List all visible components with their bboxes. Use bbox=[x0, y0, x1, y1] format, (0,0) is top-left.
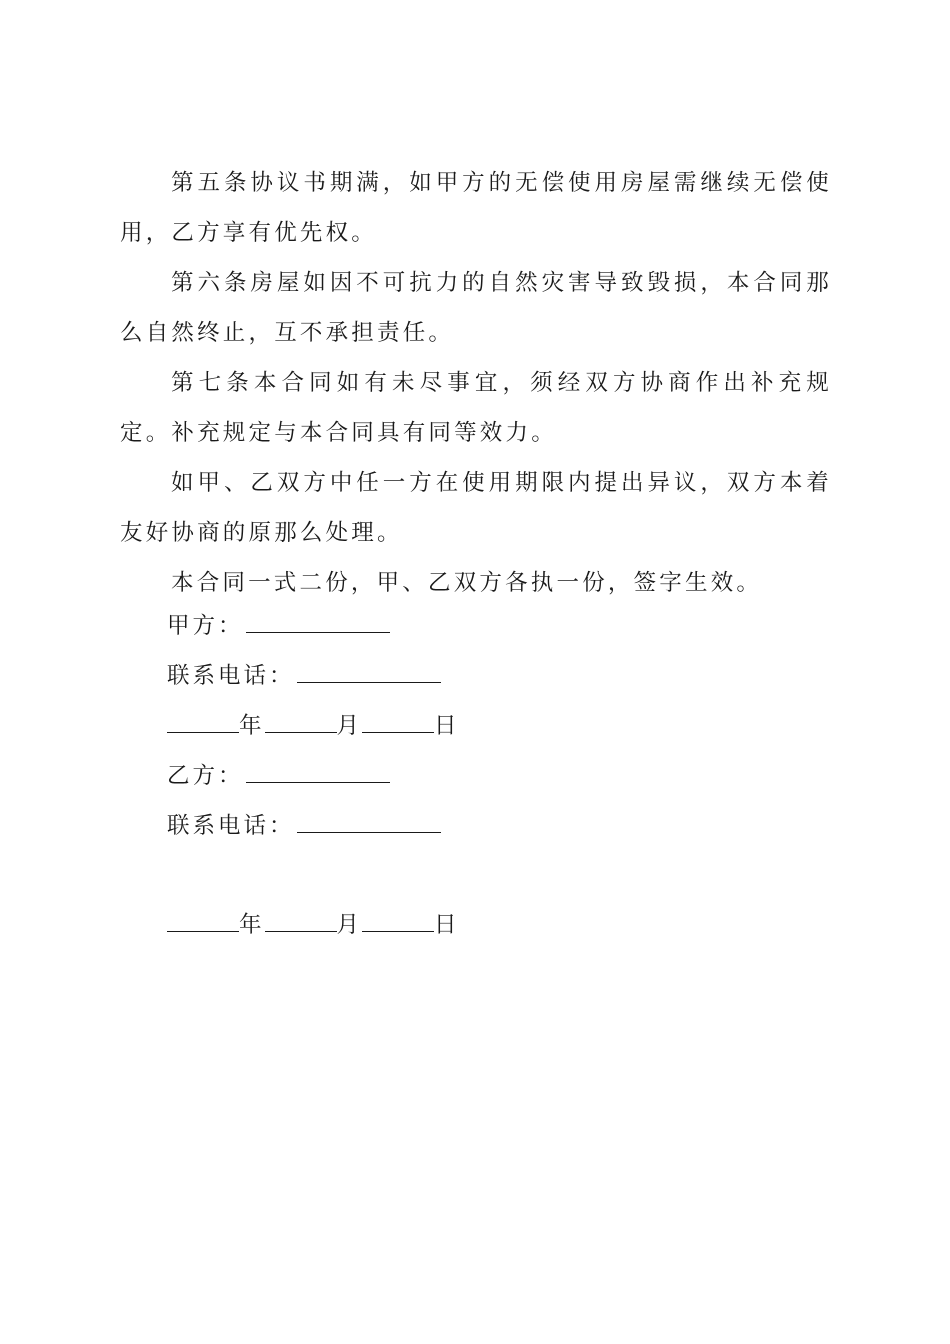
clause-6: 第六条房屋如因不可抗力的自然灾害导致毁损，本合同那么自然终止，互不承担责任。 bbox=[120, 270, 832, 346]
day-label: 日 bbox=[434, 912, 460, 938]
party-b-phone-line bbox=[167, 810, 441, 841]
party-b-date-line bbox=[167, 909, 460, 940]
day-label: 日 bbox=[434, 713, 460, 739]
party-b-phone-blank[interactable] bbox=[297, 810, 441, 833]
year-label: 年 bbox=[239, 912, 265, 938]
party-b-year-blank[interactable] bbox=[167, 909, 239, 932]
party-b-label: 乙方： bbox=[167, 763, 244, 789]
party-a-day-blank[interactable] bbox=[362, 710, 434, 733]
party-a-blank[interactable] bbox=[246, 610, 390, 633]
year-label: 年 bbox=[239, 713, 265, 739]
clause-7: 第七条本合同如有未尽事宜，须经双方协商作出补充规定。补充规定与本合同具有同等效力。 bbox=[120, 370, 832, 446]
month-label: 月 bbox=[336, 912, 363, 938]
party-a-signature-line bbox=[167, 610, 390, 641]
party-a-phone-label: 联系电话： bbox=[167, 663, 295, 689]
party-b-day-blank[interactable] bbox=[362, 909, 434, 932]
clause-5: 第五条协议书期满，如甲方的无偿使用房屋需继续无偿使用，乙方享有优先权。 bbox=[120, 170, 832, 246]
month-label: 月 bbox=[336, 713, 363, 739]
party-a-label: 甲方： bbox=[167, 613, 244, 639]
party-a-year-blank[interactable] bbox=[167, 710, 239, 733]
party-b-month-blank[interactable] bbox=[265, 909, 337, 932]
party-a-month-blank[interactable] bbox=[265, 710, 337, 733]
dispute-clause: 如甲、乙双方中任一方在使用期限内提出异议，双方本着友好协商的原那么处理。 bbox=[120, 470, 832, 546]
copies-clause: 本合同一式二份，甲、乙双方各执一份，签字生效。 bbox=[171, 570, 763, 596]
party-a-phone-line bbox=[167, 660, 441, 691]
party-b-phone-label: 联系电话： bbox=[167, 813, 295, 839]
party-a-phone-blank[interactable] bbox=[297, 660, 441, 683]
party-b-signature-line bbox=[167, 760, 390, 791]
party-a-date-line bbox=[167, 710, 460, 741]
party-b-blank[interactable] bbox=[246, 760, 390, 783]
